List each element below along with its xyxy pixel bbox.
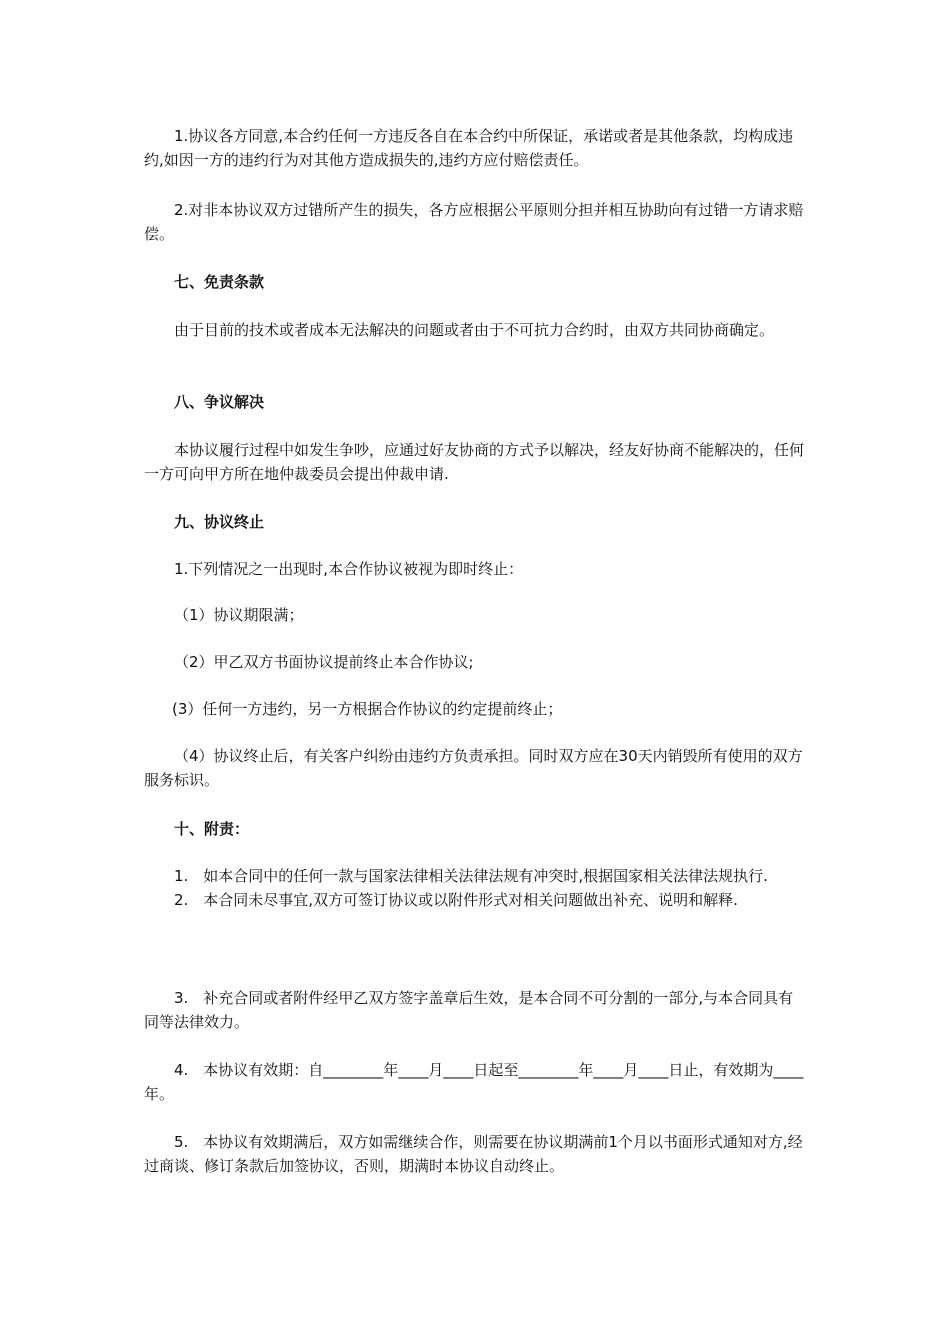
dispute-paragraph: 本协议履行过程中如发生争吵，应通过好友协商的方式予以解决，经友好协商不能解决的，任何一方可向甲方所在地仲裁委员会提出仲裁申请.: [144, 441, 805, 483]
section-heading-termination: 九、协议终止: [174, 513, 265, 531]
termination-intro: 1.下列情况之一出现时,本合作协议被视为即时终止：: [174, 560, 524, 578]
appendix-item-2: 2. 本合同未尽事宜,双方可签订协议或以附件形式对相关问题做出补充、说明和解释.: [174, 891, 738, 909]
breach-clause-2: 2.对非本协议双方过错所产生的损失，各方应根据公平原则分担并相互协助向有过错一方请求赔偿。: [144, 201, 804, 243]
breach-clause-1: 1.协议各方同意,本合约任何一方违反各自在本合约中所保证，承诺或者是其他条款，均构成违约,如因一方的违约行为对其他方造成损失的,违约方应付赔偿责任。: [144, 127, 794, 169]
appendix-item-5: 5. 本协议有效期满后，双方如需继续合作，则需要在协议期满前1个月以书面形式通知对方,经过商谈、修订条款后加签协议，否则，期满时本协议自动终止。: [144, 1133, 803, 1175]
termination-item-4: （4）协议终止后，有关客户纠纷由违约方负责承担。同时双方应在30天内销毁所有使用的双方服务标识。: [144, 747, 803, 789]
section-heading-dispute: 八、争议解决: [174, 393, 265, 411]
appendix-items-1-2: [144, 864, 808, 912]
appendix-item-1: 1. 如本合同中的任何一款与国家法律相关法律法规有冲突时,根据国家相关法律法规执行.: [174, 867, 768, 885]
termination-item-2: （2）甲乙双方书面协议提前终止本合作协议;: [174, 653, 474, 671]
termination-item-3: (3）任何一方违约，另一方根据合作协议的约定提前终止；: [172, 700, 563, 718]
appendix-item-4: 4. 本协议有效期：自________年____月____日起至________年____月____日止，有效期为____年。: [144, 1061, 804, 1103]
exemption-paragraph: 由于目前的技术或者成本无法解决的问题或者由于不可抗力合约时，由双方共同协商确定。: [174, 321, 775, 339]
termination-item-1: （1）协议期限满；: [174, 606, 304, 624]
section-heading-exemption: 七、免责条款: [174, 273, 265, 291]
appendix-item-3: 3. 补充合同或者附件经甲乙双方签字盖章后生效，是本合同不可分割的一部分,与本合同具有同等法律效力。: [144, 989, 794, 1031]
section-heading-appendix: 十、附责：: [174, 820, 250, 838]
